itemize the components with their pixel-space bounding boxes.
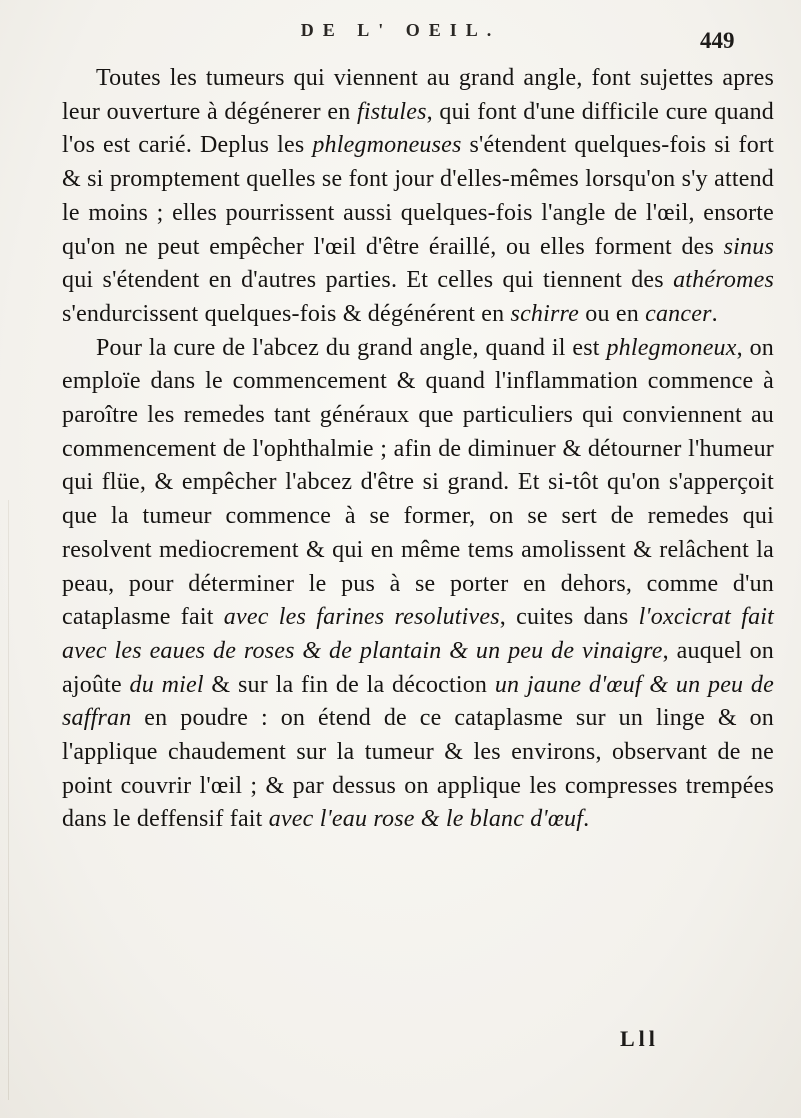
text-run: , cuites dans — [499, 604, 639, 631]
italic-term: sinus — [723, 233, 774, 260]
text-run: Toutes les tumeurs qui viennent au grand angle, font sujettes apres leur ouverture à dégénerer en — [62, 65, 774, 125]
body-text — [62, 62, 774, 837]
text-run: , auquel on ajoûte — [62, 637, 774, 698]
text-run: en poudre : on étend de ce cataplasme sur un linge & on l'applique chaudement sur la tumeur & les environs, observant de ne point couvrir l'œil ; & par dessus on applique les compresses trempées dans le deffensif fait — [62, 705, 774, 833]
italic-term: fistules — [357, 98, 427, 125]
italic-term: cancer — [645, 300, 712, 327]
text-run: s'étendent quelques-fois si fort & si promptement quelles se font jour d'elles-mêmes lorsqu'on s'y attend le moins ; elles pourrissent aussi quelques-fois l'angle de l'œil, ensorte qu'on ne peut empêcher l'œil d'être éraillé, ou elles forment des — [62, 132, 774, 260]
text-run: qui s'étendent en d'autres parties. Et celles qui tiennent des — [62, 267, 674, 294]
page-edge-shadow — [8, 500, 9, 1100]
paragraph-2 — [62, 332, 774, 838]
italic-term: schirre — [510, 300, 580, 327]
italic-term: avec l'eau rose & le blanc d'œuf — [268, 806, 584, 833]
paragraph-1 — [62, 62, 774, 332]
page-number: 449 — [700, 28, 735, 53]
italic-term: un jaune d'œuf & un peu de saffran — [62, 671, 774, 732]
text-run: & sur la fin de la décoction — [203, 671, 495, 698]
signature-mark: Lll — [620, 1026, 659, 1051]
italic-term: phlegmoneux — [606, 334, 737, 361]
italic-term: l'oxcicrat fait avec les eaues de roses & de plantain & un peu de vinaigre — [62, 604, 774, 664]
text-run: . — [711, 300, 718, 327]
italic-term: avec les farines resolutives — [223, 604, 500, 631]
text-run: s'endurcissent quelques-fois & dégénérent en — [62, 300, 511, 327]
page-header — [0, 20, 801, 60]
text-run: ou en — [579, 300, 646, 327]
text-run: , qui font d'une difficile cure quand l'os est carié. Deplus les — [62, 98, 775, 159]
text-run: Pour la cure de l'abcez du grand angle, quand il est — [96, 334, 607, 361]
italic-term: athéromes — [673, 267, 774, 294]
text-run: , on emploïe dans le commencement & quand l'inflammation commence à paroître les remedes tant généraux que particuliers qui conviennent au commencement de l'ophthalmie ; afin de diminuer & détourner l'humeur qui flüe, & empêcher l'abcez d'être si grand. Et si-tôt qu'on s'apperçoit que la tumeur commence à se former, on se sert de remedes qui resolvent mediocrement & qui en même tems amolissent & relâchent la peau, pour déterminer le pus à se porter en dehors, comme d'un cataplasme fait — [62, 334, 774, 631]
text-run: . — [583, 806, 590, 833]
italic-term: phlegmoneuses — [312, 132, 462, 159]
running-head: DE L' OEIL. — [300, 20, 501, 40]
italic-term: du miel — [129, 671, 204, 698]
